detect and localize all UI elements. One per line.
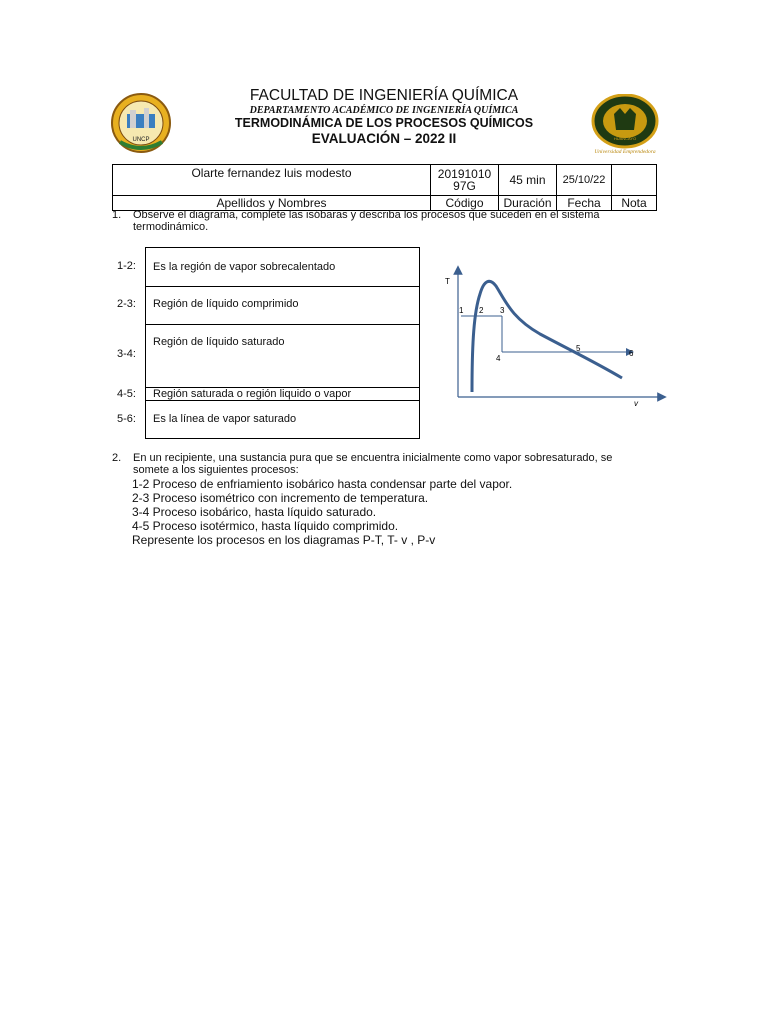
- question-1-number: 1.: [112, 209, 122, 221]
- point-4-label: 4: [496, 354, 501, 363]
- answer-label-2-3: 2-3:: [117, 298, 136, 310]
- svg-text:UNCP: UNCP: [132, 137, 150, 143]
- duration-cell: 45 min: [499, 165, 557, 196]
- code-line-1: 20191010: [437, 167, 492, 181]
- process-item: 1-2 Proceso de enfriamiento isobárico hasta condensar parte del vapor.: [132, 477, 513, 491]
- answer-row-2-3: [146, 287, 419, 325]
- question-2-text-line-1: En un recipiente, una sustancia pura que se encuentra inicialmente como vapor sobresaturado, se: [133, 452, 613, 464]
- point-6-label: 6: [629, 349, 634, 358]
- question-1-text-line-2: termodinámico.: [133, 221, 209, 233]
- point-5-label: 5: [576, 344, 581, 353]
- student-code-cell: [431, 165, 499, 196]
- answer-text-4-5[interactable]: Región saturada o región liquido o vapor: [153, 388, 352, 400]
- x-axis-label: v: [634, 399, 638, 408]
- answer-label-4-5: 4-5:: [117, 388, 136, 400]
- code-header: Código: [431, 196, 499, 211]
- evaluation-title: EVALUACIÓN – 2022 II: [311, 131, 457, 146]
- answer-label-1-2: 1-2:: [117, 260, 136, 272]
- grade-cell: [612, 165, 657, 196]
- code-line-2: 97G: [453, 179, 476, 193]
- answer-row-1-2: [146, 248, 419, 287]
- answer-text-2-3[interactable]: Región de líquido comprimido: [153, 298, 299, 310]
- date-header: Fecha: [557, 196, 612, 211]
- answers-box: [145, 247, 420, 439]
- svg-text:Universidad Emprendedora: Universidad Emprendedora: [594, 149, 656, 155]
- question-2-number: 2.: [112, 452, 122, 464]
- date-cell: 25/10/22: [557, 165, 612, 196]
- table-row: [113, 165, 657, 196]
- question-1-text-line-1: Observe el diagrama, complete las isóbaras y describa los procesos que suceden en el sistema: [133, 209, 600, 221]
- student-info-table: [112, 164, 657, 211]
- faculty-title: FACULTAD DE INGENIERÍA QUÍMICA: [249, 87, 519, 104]
- process-item: 3-4 Proceso isobárico, hasta líquido saturado.: [132, 505, 377, 519]
- answer-text-1-2[interactable]: Es la región de vapor sobrecalentado: [153, 261, 336, 273]
- answer-row-4-5: [146, 388, 419, 401]
- student-name-cell: Olarte fernandez luis modesto: [113, 165, 431, 196]
- point-3-label: 3: [500, 306, 505, 315]
- grade-header: Nota: [612, 196, 657, 211]
- y-axis-label: T: [445, 277, 450, 286]
- svg-text:HUANCAYO: HUANCAYO: [613, 136, 637, 141]
- process-instruction: Represente los procesos en los diagramas P-T, T- v , P-v: [132, 533, 436, 547]
- saturation-dome-curve: [472, 281, 622, 392]
- t-v-diagram: [430, 262, 670, 412]
- answer-row-5-6: [146, 401, 419, 438]
- answer-row-3-4: [146, 325, 419, 388]
- process-item: 2-3 Proceso isométrico con incremento de temperatura.: [132, 491, 429, 505]
- department-subtitle: DEPARTAMENTO ACADÉMICO DE INGENIERÍA QUÍMICA: [249, 105, 519, 116]
- answer-text-5-6[interactable]: Es la línea de vapor saturado: [153, 413, 297, 425]
- answer-label-3-4: 3-4:: [117, 348, 136, 360]
- process-item: 4-5 Proceso isotérmico, hasta líquido comprimido.: [132, 519, 399, 533]
- answer-text-3-4[interactable]: Región de líquido saturado: [153, 336, 285, 348]
- point-1-label: 1: [459, 306, 464, 315]
- point-2-label: 2: [479, 306, 484, 315]
- question-2-text-line-2: somete a los siguientes procesos:: [133, 464, 299, 476]
- name-header: Apellidos y Nombres: [113, 196, 431, 211]
- answer-label-5-6: 5-6:: [117, 413, 136, 425]
- duration-header: Duración: [499, 196, 557, 211]
- course-title: TERMODINÁMICA DE LOS PROCESOS QUÍMICOS: [234, 116, 534, 130]
